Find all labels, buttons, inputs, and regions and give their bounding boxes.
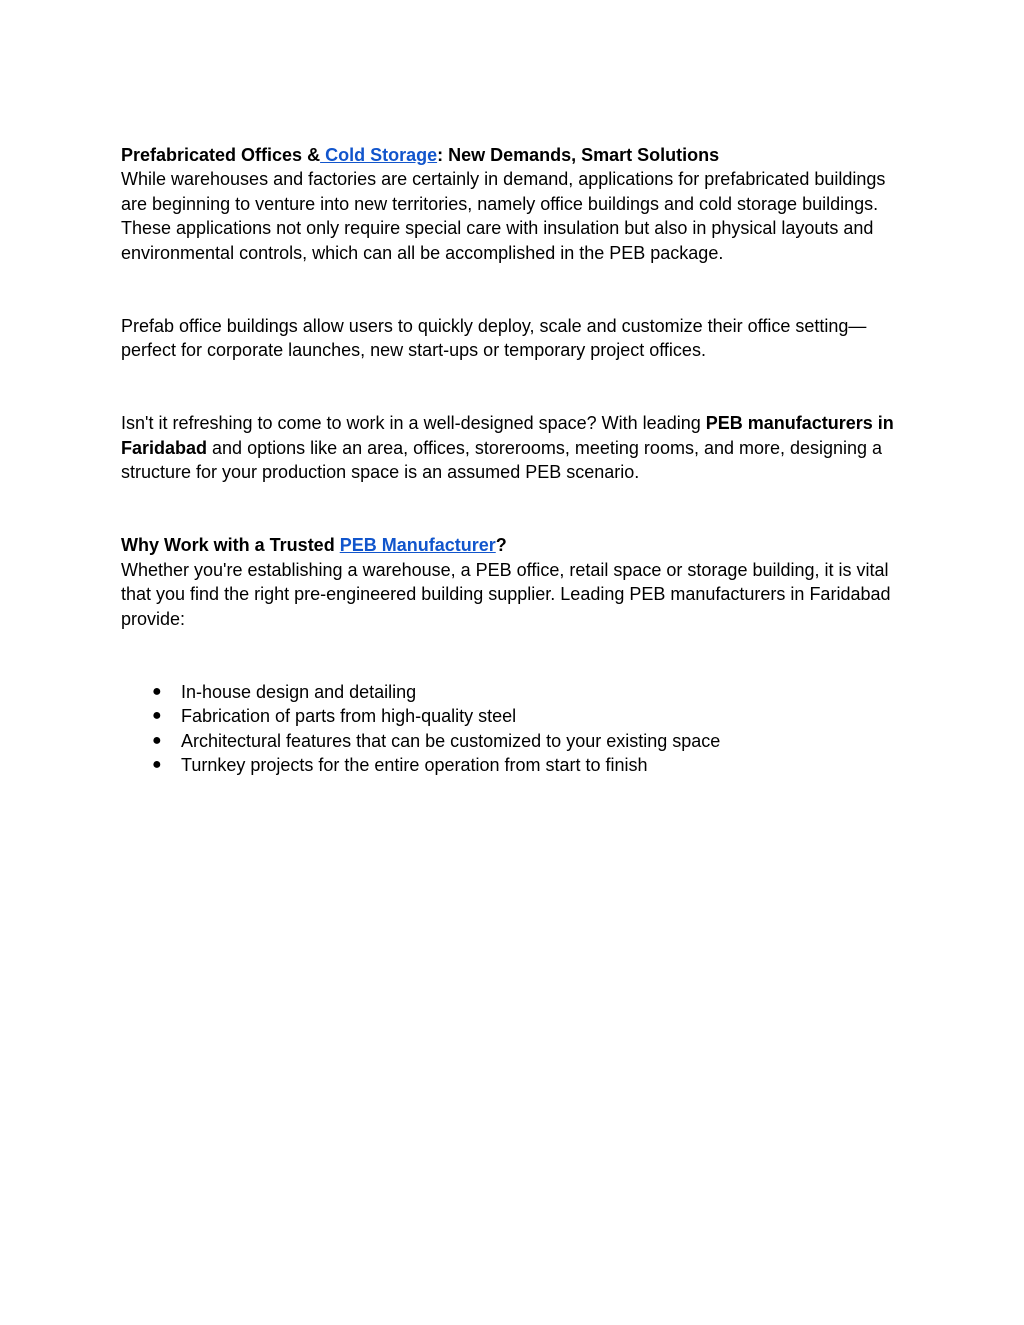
list-item bbox=[121, 729, 911, 753]
list-item-text: Architectural features that can be customized to your existing space bbox=[181, 730, 721, 751]
feature-list bbox=[121, 680, 911, 778]
section-heading-trusted-manufacturer bbox=[121, 533, 911, 557]
list-item-text: In-house design and detailing bbox=[181, 681, 417, 702]
paragraph-intro: While warehouses and factories are certainly in demand, applications for prefabricated buildings are beginning to venture into new territories, namely office buildings and cold storage buildings. These applications not only require special care with insulation but also in physical layouts and environmental controls, which can all be accomplished in the PEB package. bbox=[121, 169, 886, 263]
bullet-icon: ● bbox=[152, 756, 162, 774]
paragraph-supplier: Whether you're establishing a warehouse, a PEB office, retail space or storage building, it is vital that you find the right pre-engineered building supplier. Leading PEB manufacturers in Faridabad provide: bbox=[121, 559, 891, 629]
paragraph-text-suffix: and options like an area, offices, storerooms, meeting rooms, and more, designing a structure for your production space is an assumed PEB scenario. bbox=[121, 437, 883, 483]
paragraph-spacer bbox=[121, 631, 911, 680]
heading-text: Why Work with a Trusted bbox=[121, 535, 340, 556]
section-heading-prefab-offices bbox=[121, 143, 911, 167]
list-item-text: Fabrication of parts from high-quality steel bbox=[181, 706, 517, 727]
heading-text-suffix: ? bbox=[495, 535, 507, 556]
bullet-icon: ● bbox=[152, 682, 162, 700]
paragraph-spacer bbox=[121, 485, 911, 534]
list-item bbox=[121, 680, 911, 704]
paragraph-spacer bbox=[121, 363, 911, 412]
paragraph-prefab-office: Prefab office buildings allow users to quickly deploy, scale and customize their office setting—perfect for corporate launches, new start-ups or temporary project offices. bbox=[121, 315, 867, 361]
paragraph-well-designed-space bbox=[121, 411, 911, 484]
bullet-icon: ● bbox=[152, 707, 162, 725]
heading-text-suffix: : New Demands, Smart Solutions bbox=[437, 145, 720, 165]
list-item bbox=[121, 753, 911, 777]
paragraph-spacer bbox=[121, 265, 911, 314]
paragraph-text: Isn't it refreshing to come to work in a well-designed space? With leading bbox=[121, 413, 706, 434]
cold-storage-link[interactable]: Cold Storage bbox=[320, 145, 438, 165]
bullet-icon: ● bbox=[152, 731, 162, 749]
heading-text: Prefabricated Offices & bbox=[121, 145, 321, 165]
peb-manufacturer-link[interactable]: PEB Manufacturer bbox=[339, 535, 496, 556]
document-body bbox=[121, 143, 911, 777]
list-item bbox=[121, 704, 911, 728]
list-item-text: Turnkey projects for the entire operation from start to finish bbox=[181, 755, 648, 776]
bold-keyword: PEB manufacturers in Faridabad bbox=[121, 413, 894, 458]
